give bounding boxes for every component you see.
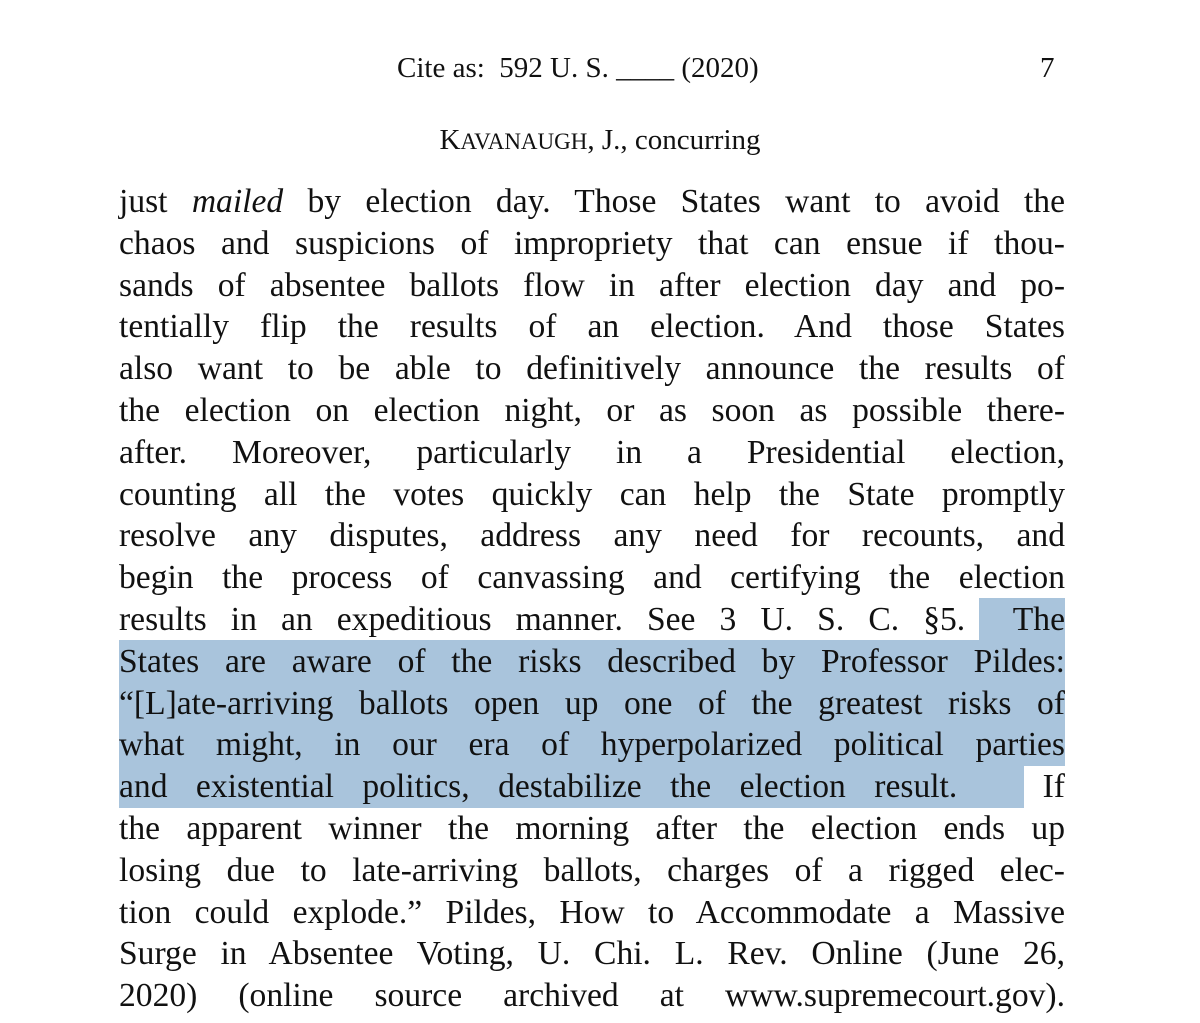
page-number: 7 (1040, 52, 1055, 84)
text-line: after. Moreover, particularly in a Presidential election, (119, 433, 1065, 471)
text-line: tion could explode.” Pildes, How to Accommodate a Massive (119, 893, 1065, 931)
text-line: begin the process of canvassing and certifying the election (119, 559, 1065, 597)
author-initial: K (439, 124, 461, 156)
text-line (119, 181, 1065, 223)
selected-text[interactable]: what might, in our era of hyperpolarized political parties (119, 726, 1065, 764)
selected-text[interactable]: and existential politics, destabilize the election result. (119, 768, 1015, 806)
opinion-body-text[interactable] (119, 181, 1065, 1017)
text-line-selected (119, 683, 1065, 725)
text-line: chaos and suspicions of impropriety that can ensue if thou- (119, 224, 1065, 262)
text-line: sands of absentee ballots flow in after election day and po- (119, 266, 1065, 304)
emphasis-text: mailed (191, 183, 284, 220)
text-line: the election on election night, or as soon as possible there- (119, 391, 1065, 429)
text-line-selected (119, 724, 1065, 766)
text-line (119, 766, 1065, 808)
text-line: counting all the votes quickly can help the State promptly (119, 475, 1065, 513)
citation-line: Cite as: 592 U. S. ____ (2020) (397, 52, 759, 84)
text-run: just (119, 183, 192, 220)
text-run: If (1014, 768, 1065, 806)
text-line (119, 599, 1065, 641)
running-head (0, 50, 1200, 90)
text-line: the apparent winner the morning after the election ends up (119, 809, 1065, 847)
selected-text[interactable]: “[L]ate-arriving ballots open up one of the greatest risks of (119, 684, 1065, 722)
text-run: by election day. Those States want to avoid the (283, 183, 1065, 220)
opinion-author-line (0, 122, 1200, 160)
text-line: tentially flip the results of an election. And those States (119, 308, 1065, 346)
text-line: resolve any disputes, address any need for recounts, and (119, 517, 1065, 555)
text-line-selected (119, 641, 1065, 683)
text-run: results in an expeditious manner. See 3 U. S. C. §5. (119, 600, 966, 638)
text-line: 2020) (online source archived at www.supremecourt.gov). (119, 977, 1065, 1015)
text-line: also want to be able to definitively announce the results of (119, 350, 1065, 388)
author-suffix: , J., concurring (587, 124, 761, 156)
author-name-smallcaps: AVANAUGH (460, 129, 588, 154)
selected-text[interactable]: The (965, 600, 1065, 638)
text-line: Surge in Absentee Voting, U. Chi. L. Rev. Online (June 26, (119, 935, 1065, 973)
text-line: losing due to late-arriving ballots, charges of a rigged elec- (119, 851, 1065, 889)
selected-text[interactable]: States are aware of the risks described by Professor Pildes: (119, 642, 1065, 680)
